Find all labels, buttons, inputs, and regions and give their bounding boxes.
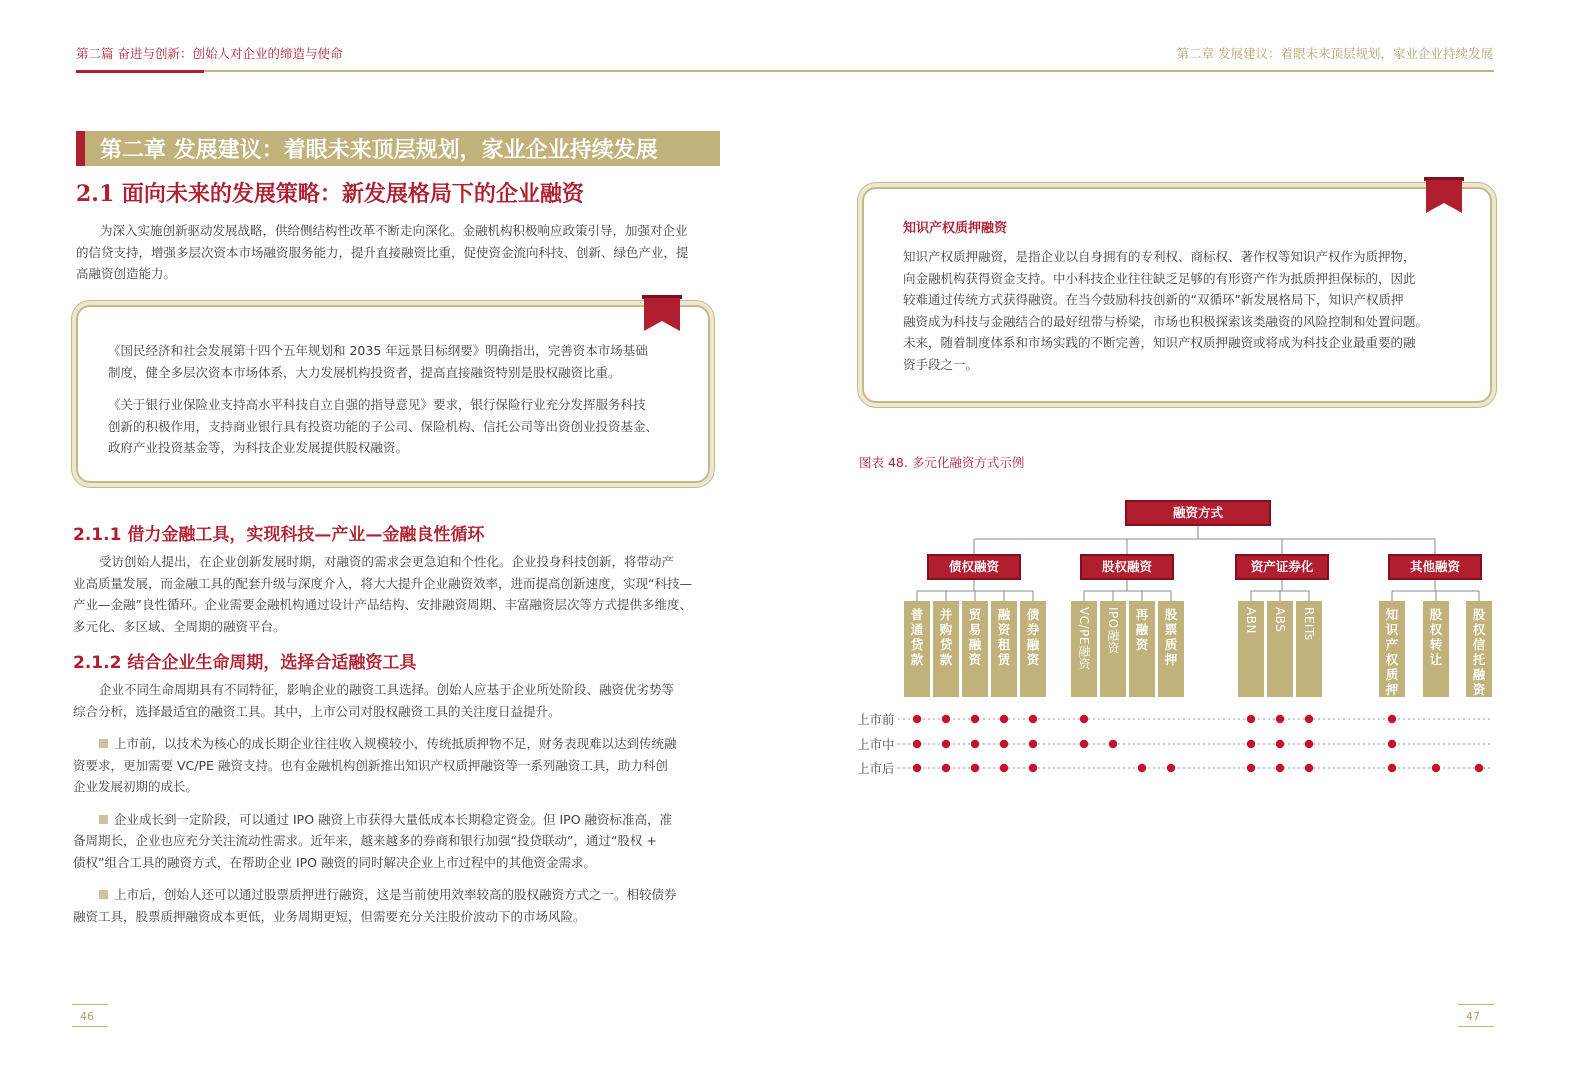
- diagram-leaf-node: [1379, 601, 1405, 697]
- applicability-dot: [913, 764, 921, 772]
- ip-box-title: 知识产权质押融资: [903, 221, 1008, 236]
- applicability-dot: [1029, 715, 1037, 723]
- applicability-dot: [1000, 740, 1008, 748]
- diagram-root-node: 融资方式: [1125, 500, 1271, 526]
- diagram-leaf-label: REITs: [1302, 607, 1316, 641]
- applicability-dot: [1276, 740, 1284, 748]
- policy-line: 政府产业投资基金等，为科技企业发展提供股权融资。: [108, 440, 409, 455]
- diagram-leaf-node: [1466, 601, 1492, 697]
- diagram-category-node: 债权融资: [927, 554, 1021, 580]
- applicability-dot: [913, 740, 921, 748]
- subsection-title-2: 2.1.2 结合企业生命周期，选择合适融资工具: [73, 653, 417, 673]
- applicability-dot: [1000, 764, 1008, 772]
- diagram-leaf-node: [1020, 601, 1046, 697]
- diagram-leaf-label: ABN: [1244, 607, 1258, 634]
- sub2-line: 综合分析，选择最适宜的融资工具。其中，上市公司对股权融资工具的关注度日益提升。: [73, 703, 561, 719]
- sub1-line: 产业—金融”良性循环。企业需要金融机构通过设计产品结构、安排融资周期、丰富融资层次等方式提供多维度、: [73, 597, 692, 612]
- page-number-right: 47: [1466, 1010, 1480, 1023]
- applicability-dot: [1305, 764, 1313, 772]
- intro-line: 高融资创造能力。: [76, 266, 177, 281]
- ip-line: 融资成为科技与金融结合的最好纽带与桥梁，市场也积极探索该类融资的风险控制和处置问题。: [903, 313, 1429, 329]
- applicability-dot: [1138, 764, 1146, 772]
- applicability-dot: [942, 740, 950, 748]
- policy-line: 《国民经济和社会发展第十四个五年规划和 2035 年远景目标纲要》明确指出，完善资本市场基础: [108, 343, 648, 358]
- diagram-leaf-label: 债券融资: [1026, 607, 1040, 667]
- bullet-line: 融资工具，股票质押融资成本更低，业务周期更短，但需要充分关注股价波动下的市场风险。: [73, 908, 586, 924]
- diagram-leaf-node: [1129, 601, 1155, 697]
- diagram-leaf-label: 再融资: [1135, 607, 1149, 652]
- sub2-line: 企业不同生命周期具有不同特征，影响企业的融资工具选择。创始人应基于企业所处阶段、融资优劣势等: [99, 682, 675, 697]
- diagram-leaf-node: [1158, 601, 1184, 697]
- diagram-leaf-node: [1071, 601, 1097, 697]
- header-right-title: 第二章 发展建议：着眼未来顶层规划，家业企业持续发展: [1176, 46, 1493, 61]
- applicability-dot: [1388, 740, 1396, 748]
- applicability-dot: [1080, 740, 1088, 748]
- page-number-rule: [72, 1026, 108, 1027]
- page-number-rule: [72, 1004, 108, 1005]
- diagram-stage-label: 上市前: [857, 712, 895, 727]
- applicability-dot: [1475, 764, 1483, 772]
- diagram-leaf-node: [962, 601, 988, 697]
- diagram-leaf-node: [933, 601, 959, 697]
- diagram-leaf-label: 并购贷款: [939, 607, 953, 667]
- applicability-dot: [1080, 715, 1088, 723]
- diagram-category-node: 资产证券化: [1235, 554, 1329, 580]
- diagram-leaf-node: [1100, 601, 1126, 697]
- diagram-leaf-label: 股票质押: [1164, 607, 1178, 667]
- sub1-line: 受访创始人提出，在企业创新发展时期，对融资的需求会更急迫和个性化。企业投身科技创新，将带动产: [99, 554, 675, 569]
- ip-line: 向金融机构获得资金支持。中小科技企业往往缺乏足够的有形资产作为抵质押担保标的，因此: [903, 270, 1416, 286]
- applicability-dot: [971, 715, 979, 723]
- diagram-leaf-label: 融资租赁: [997, 607, 1011, 667]
- diagram-category-node: 其他融资: [1388, 554, 1482, 580]
- applicability-dot: [1432, 764, 1440, 772]
- diagram-leaf-label: IPO融资: [1106, 607, 1120, 654]
- bullet-line: 上市前，以技术为核心的成长期企业往往收入规模较小，传统抵质押物不足，财务表现难以达到传统融: [114, 736, 677, 751]
- applicability-dot: [913, 715, 921, 723]
- diagram-leaf-node: [991, 601, 1017, 697]
- ip-line: 知识产权质押融资，是指企业以自身拥有的专利权、商标权、著作权等知识产权作为质押物，: [903, 249, 1416, 264]
- applicability-dot: [1247, 715, 1255, 723]
- page-number-left: 46: [80, 1010, 94, 1023]
- diagram-leaf-label: 知识产权质押: [1385, 607, 1399, 697]
- intro-line: 的信贷支持，增强多层次资本市场融资服务能力，提升直接融资比重，促使资金流向科技、创新、绿色产业，提: [76, 244, 689, 260]
- bullet-line: 企业成长到一定阶段，可以通过 IPO 融资上市获得大量低成本长期稳定资金。但 IPO 融资标准高，准: [114, 811, 673, 827]
- diagram-leaf-label: VC/PE融资: [1077, 607, 1091, 670]
- applicability-dot: [1109, 740, 1117, 748]
- applicability-dot: [942, 715, 950, 723]
- applicability-dot: [1247, 764, 1255, 772]
- policy-line: 《关于银行业保险业支持高水平科技自立自强的指导意见》要求，银行保险行业充分发挥服务科技: [108, 397, 646, 412]
- policy-line: 创新的积极作用，支持商业银行具有投资功能的子公司、保险机构、信托公司等出资创业投资基金、: [108, 418, 659, 434]
- applicability-dot: [1276, 764, 1284, 772]
- bullet-line: 债权”组合工具的融资方式，在帮助企业 IPO 融资的同时解决企业上市过程中的其他资金需求。: [73, 854, 596, 870]
- applicability-dot: [1388, 764, 1396, 772]
- diagram-leaf-label: 普通贷款: [910, 607, 924, 667]
- applicability-dot: [1388, 715, 1396, 723]
- applicability-dot: [1029, 764, 1037, 772]
- diagram-leaf-node: [1238, 601, 1264, 697]
- diagram-leaf-label: 股权信托融资: [1472, 607, 1486, 697]
- subsection-title-1: 2.1.1 借力金融工具，实现科技—产业—金融良性循环: [73, 525, 485, 545]
- diagram-category-node: 股权融资: [1080, 554, 1174, 580]
- ip-line: 未来，随着制度体系和市场实践的不断完善，知识产权质押融资或将成为科技企业最重要的融: [903, 335, 1416, 350]
- ip-line: 较难通过传统方式获得融资。在当今鼓励科技创新的“双循环”新发展格局下，知识产权质押: [903, 292, 1404, 307]
- sub1-line: 多元化、多区域、全周期的融资平台。: [73, 618, 286, 634]
- bullet-line: 备周期长，企业也应充分关注流动性需求。近年来，越来越多的券商和银行加强“投贷联动”，通过“股权 +: [73, 833, 657, 848]
- diagram-leaf-node: [1267, 601, 1293, 697]
- chapter-title: 第二章 发展建议：着眼未来顶层规划，家业企业持续发展: [100, 137, 658, 163]
- intro-line: 为深入实施创新驱动发展战略，供给侧结构性改革不断走向深化。金融机构积极响应政策引导，加强对企业: [100, 223, 688, 238]
- page-number-rule: [1458, 1004, 1494, 1005]
- diagram-leaf-node: [1423, 601, 1449, 697]
- diagram-stage-label: 上市中: [857, 737, 895, 752]
- applicability-dot: [971, 764, 979, 772]
- applicability-dot: [1305, 740, 1313, 748]
- applicability-dot: [971, 740, 979, 748]
- bullet-line: 资要求，更加需要 VC/PE 融资支持。也有金融机构创新推出知识产权质押融资等一系列融资工具，助力科创: [73, 757, 668, 773]
- figure-caption: 图表 48. 多元化融资方式示例: [859, 455, 1025, 470]
- applicability-dot: [1305, 715, 1313, 723]
- diagram-leaf-label: 贸易融资: [968, 607, 982, 667]
- applicability-dot: [1000, 715, 1008, 723]
- ip-line: 资手段之一。: [903, 356, 979, 372]
- section-title: 2.1 面向未来的发展策略：新发展格局下的企业融资: [76, 181, 584, 207]
- bullet-line: 上市后，创始人还可以通过股票质押进行融资，这是当前使用效率较高的股权融资方式之一。相较债券: [114, 887, 677, 902]
- diagram-leaf-label: 股权转让: [1429, 607, 1443, 667]
- page-number-rule: [1458, 1026, 1494, 1027]
- applicability-dot: [1247, 740, 1255, 748]
- header-left-title: 第二篇 奋进与创新：创始人对企业的缔造与使命: [76, 46, 343, 61]
- sub1-line: 业高质量发展，而金融工具的配套升级与深度介入，将大大提升企业融资效率，进而提高创新速度，实现“科技—: [73, 575, 692, 591]
- diagram-leaf-node: [904, 601, 930, 697]
- policy-line: 制度，健全多层次资本市场体系，大力发展机构投资者，提高直接融资特别是股权融资比重。: [108, 364, 621, 380]
- applicability-dot: [1029, 740, 1037, 748]
- applicability-dot: [942, 764, 950, 772]
- applicability-dot: [1167, 764, 1175, 772]
- applicability-dot: [1276, 715, 1284, 723]
- diagram-stage-label: 上市后: [857, 761, 895, 776]
- bullet-line: 企业发展初期的成长。: [73, 779, 199, 794]
- diagram-leaf-node: [1296, 601, 1322, 697]
- diagram-leaf-label: ABS: [1273, 607, 1287, 633]
